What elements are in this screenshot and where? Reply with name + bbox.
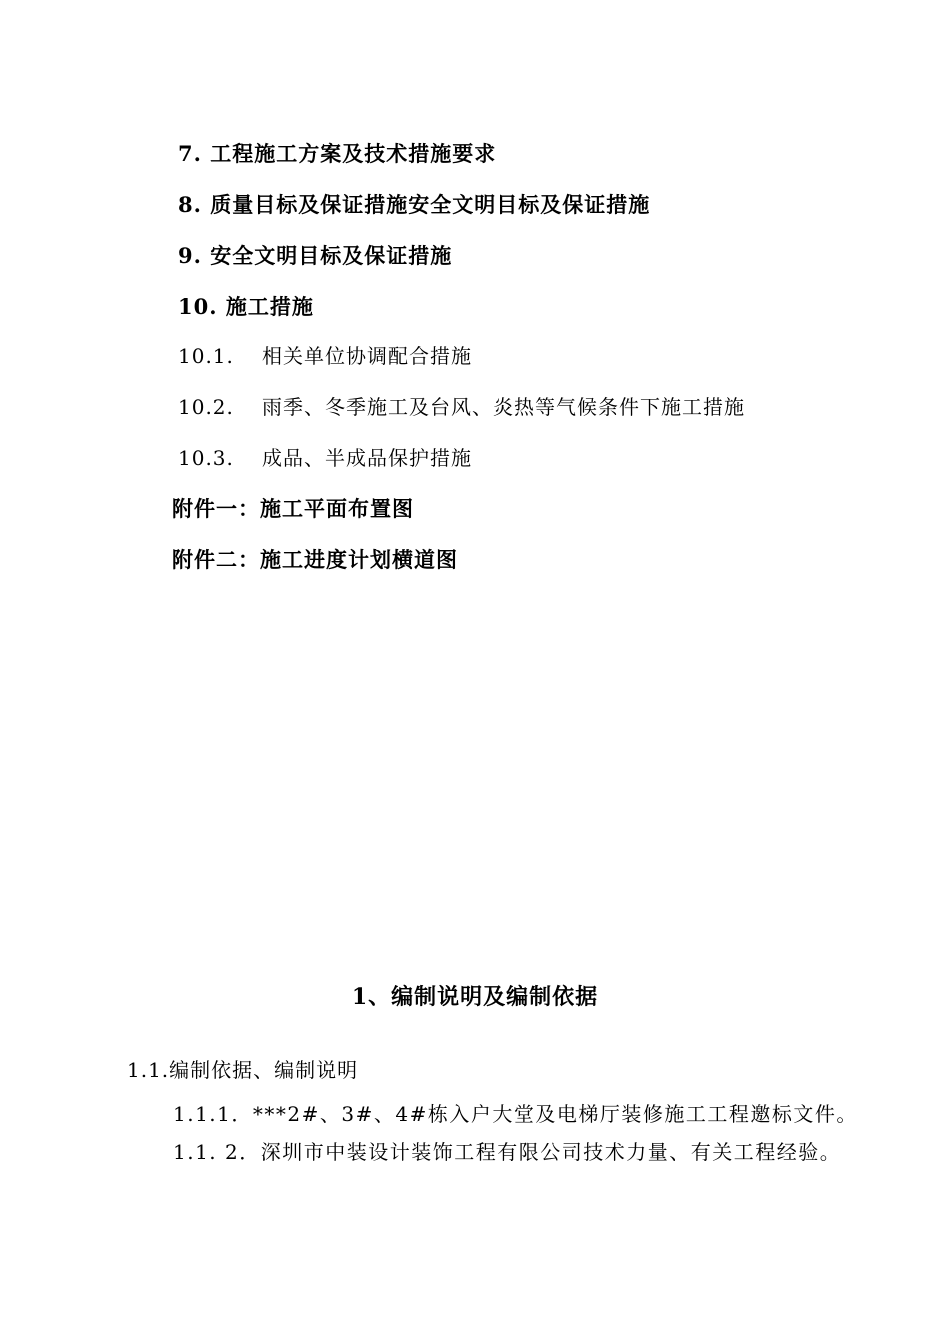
- toc-subitem-10-3: [178, 448, 472, 468]
- toc-subitem-number: 10.2.: [178, 395, 234, 419]
- toc-appendix-1: 附件一：施工平面布置图: [172, 496, 414, 521]
- section-subheading: 1.1.编制依据、编制说明: [127, 1058, 359, 1082]
- toc-item-8: 8. 质量目标及保证措施安全文明目标及保证措施: [178, 192, 651, 217]
- toc-subitem-10-1: [178, 346, 472, 366]
- toc-subitem-number: 10.1.: [178, 344, 234, 368]
- section-item-2: 1.1. 2．深圳市中装设计装饰工程有限公司技术力量、有关工程经验。: [173, 1140, 842, 1164]
- section-item-1: 1.1.1．***2#、3#、4#栋入户大堂及电梯厅装修施工工程邀标文件。: [173, 1102, 858, 1126]
- toc-subitem-text: 相关单位协调配合措施: [262, 344, 472, 368]
- toc-item-7: 7. 工程施工方案及技术措施要求: [178, 141, 497, 166]
- toc-subitem-10-2: [178, 397, 745, 417]
- section-heading: 1、编制说明及编制依据: [351, 984, 599, 1010]
- toc-subitem-text: 成品、半成品保护措施: [262, 446, 472, 470]
- toc-item-9: 9. 安全文明目标及保证措施: [178, 243, 453, 268]
- toc-item-10: 10. 施工措施: [178, 294, 314, 319]
- toc-subitem-text: 雨季、冬季施工及台风、炎热等气候条件下施工措施: [262, 395, 745, 419]
- toc-appendix-2: 附件二：施工进度计划横道图: [172, 547, 458, 572]
- toc-subitem-number: 10.3.: [178, 446, 234, 470]
